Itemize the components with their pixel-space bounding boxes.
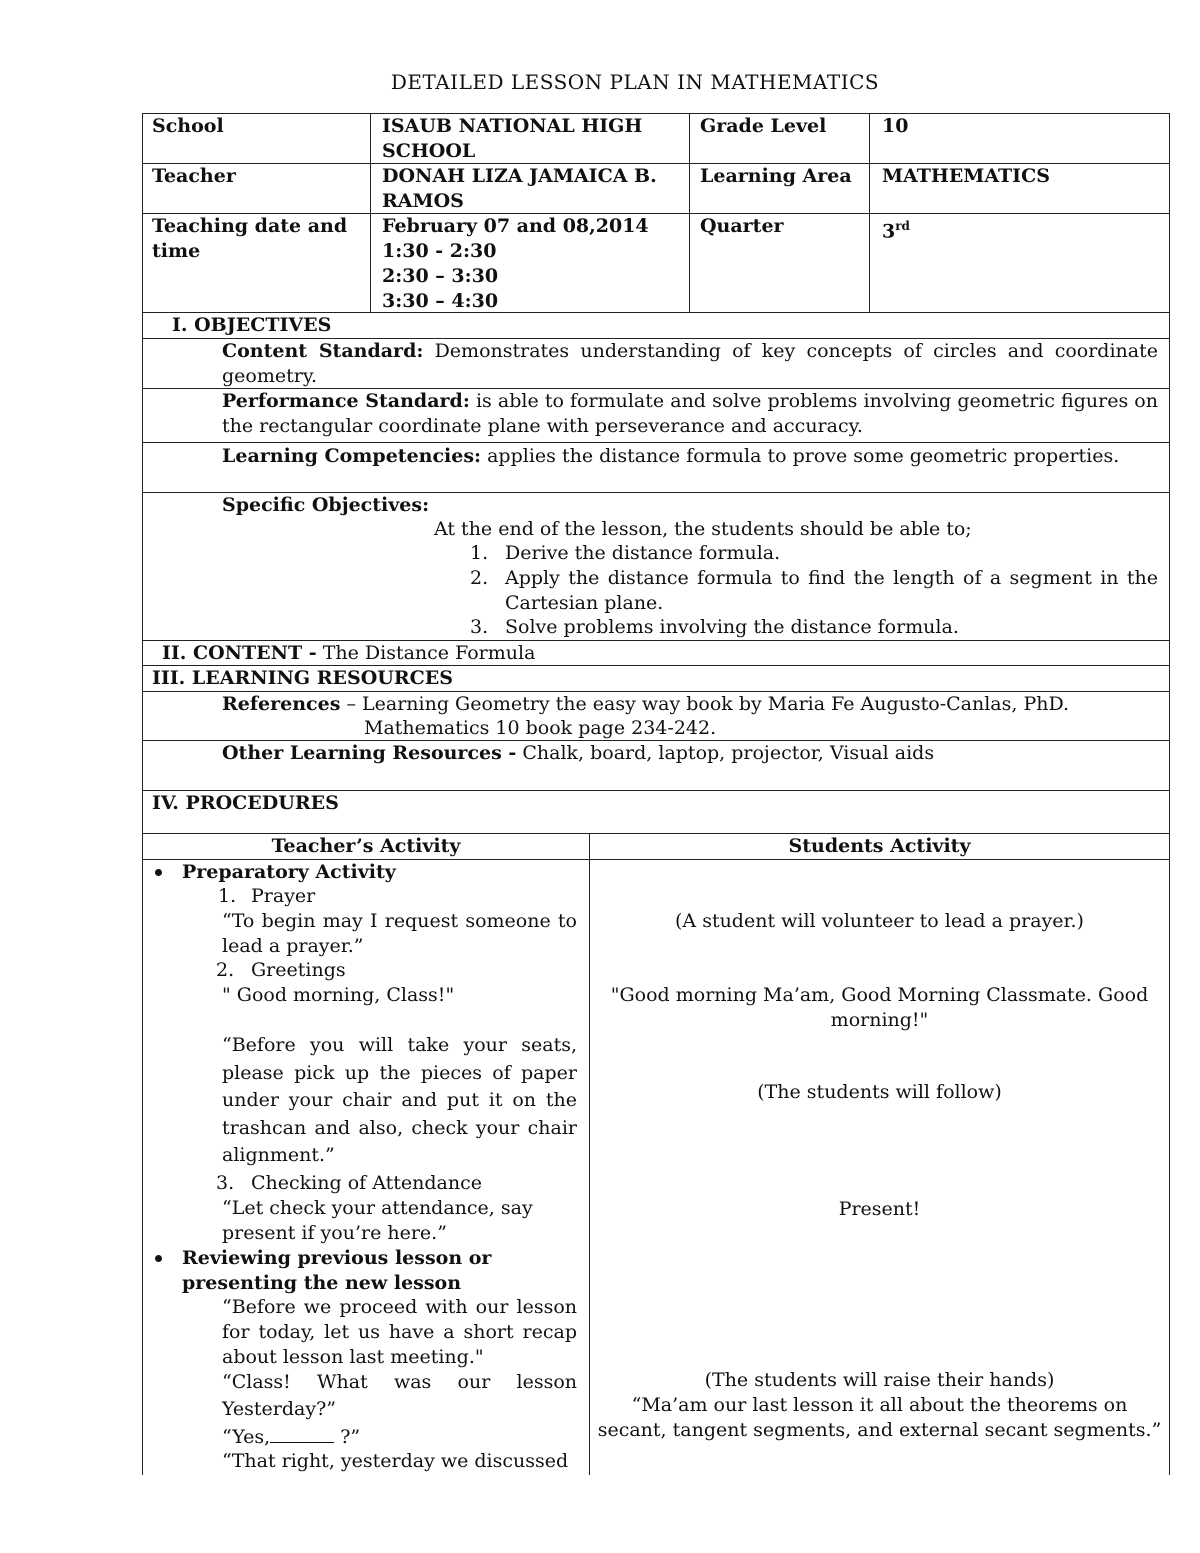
greetings-quote: " Good morning, Class!" xyxy=(222,984,455,1006)
references: References – Learning Geometry the easy way book by Maria Fe Augusto-Canlas, PhD. xyxy=(222,693,1070,715)
content-standard: Content Standard: Demonstrates understanding of key concepts of circles and coordinate geometry. xyxy=(222,340,1158,387)
student-present: Present! xyxy=(838,1198,921,1220)
student-prayer: (A student will volunteer to lead a prayer.) xyxy=(675,910,1084,932)
attendance-label: Checking of Attendance xyxy=(251,1172,482,1194)
teaching-time-line: 1:30 - 2:30 xyxy=(382,240,497,262)
other-resources: Other Learning Resources - Chalk, board, laptop, projector, Visual aids xyxy=(222,742,935,764)
procedures-heading: IV. PROCEDURES xyxy=(152,792,339,814)
seats-quote: “Before you will take your seats, please pick up the pieces of paper under your chair and put it on the trashcan and also, check your chair alignment.” xyxy=(222,1034,577,1167)
school-value: ISAUB NATIONAL HIGH SCHOOL xyxy=(382,115,643,162)
school-label: School xyxy=(152,115,224,137)
student-follow: (The students will follow) xyxy=(757,1081,1002,1103)
performance-standard: Performance Standard: is able to formulate and solve problems involving geometric figures on the rectangular coordinate plane with perseverance and accuracy. xyxy=(222,390,1158,437)
students-activity-header: Students Activity xyxy=(788,835,971,857)
list-item-number: 1. xyxy=(470,542,489,564)
greetings-label: Greetings xyxy=(251,959,346,981)
review-heading: Reviewing previous lesson or presenting the new lesson xyxy=(182,1247,492,1294)
teaching-date-label: Teaching date and time xyxy=(152,215,348,262)
student-answer: “Ma’am our last lesson it all about the theorems on secant, tangent segments, and external secant segments.” xyxy=(597,1394,1162,1441)
table-border xyxy=(370,113,371,312)
list-item-number: 2. xyxy=(216,959,235,981)
specific-objectives-label: Specific Objectives: xyxy=(222,494,430,516)
yes-quote: “Yes, ?” xyxy=(222,1426,361,1448)
objectives-heading: I. OBJECTIVES xyxy=(172,314,332,336)
list-item-number: 3. xyxy=(470,616,489,638)
teacher-activity-header: Teacher’s Activity xyxy=(271,835,461,857)
bullet-icon xyxy=(155,869,162,876)
teacher-value: DONAH LIZA JAMAICA B. RAMOS xyxy=(382,165,657,212)
teaching-time-line: 2:30 – 3:30 xyxy=(382,265,499,287)
learning-area-label: Learning Area xyxy=(700,165,852,187)
table-border xyxy=(689,113,690,312)
class-quote: “Class! What was our lesson Yesterday?” xyxy=(222,1371,577,1420)
student-raise-hands: (The students will raise their hands) xyxy=(704,1369,1055,1391)
list-item: Solve problems involving the distance formula. xyxy=(505,616,959,638)
that-right-quote: “That right, yesterday we discussed xyxy=(222,1450,569,1472)
table-border xyxy=(142,442,1170,443)
student-greeting: "Good morning Ma’am, Good Morning Classmate. Good morning!" xyxy=(610,984,1149,1031)
list-item-number: 3. xyxy=(216,1172,235,1194)
quarter-label: Quarter xyxy=(700,215,784,237)
table-border xyxy=(869,113,870,312)
learning-competencies: Learning Competencies: applies the distance formula to prove some geometric properties. xyxy=(222,445,1120,467)
prayer-label: Prayer xyxy=(251,885,316,907)
prayer-quote: “To begin may I request someone to lead a prayer.” xyxy=(222,910,577,957)
learning-area-value: MATHEMATICS xyxy=(882,165,1050,187)
grade-level-label: Grade Level xyxy=(700,115,827,137)
document-title: DETAILED LESSON PLAN IN MATHEMATICS xyxy=(390,70,880,94)
content-section: II. CONTENT - The Distance Formula xyxy=(162,642,536,664)
review-quote: “Before we proceed with our lesson for today, let us have a short recap about lesson last meeting." xyxy=(222,1296,577,1368)
list-item: Apply the distance formula to find the length of a segment in the Cartesian plane. xyxy=(505,567,1158,614)
teaching-date-line: February 07 and 08,2014 xyxy=(382,215,649,237)
attendance-quote: “Let check your attendance, say present if you’re here.” xyxy=(222,1197,533,1244)
table-border xyxy=(1169,113,1170,1475)
table-border xyxy=(142,113,143,1475)
teaching-time-line: 3:30 – 4:30 xyxy=(382,290,499,312)
preparatory-activity: Preparatory Activity xyxy=(182,861,396,883)
bullet-icon xyxy=(155,1255,162,1262)
references-line: Mathematics 10 book page 234-242. xyxy=(364,717,717,739)
answer-blank xyxy=(270,1426,334,1443)
specific-objectives-intro: At the end of the lesson, the students should be able to; xyxy=(434,518,972,540)
resources-heading: III. LEARNING RESOURCES xyxy=(152,667,453,689)
list-item: Derive the distance formula. xyxy=(505,542,781,564)
grade-level-value: 10 xyxy=(882,115,909,137)
quarter-value: 3rd xyxy=(882,219,910,243)
teacher-label: Teacher xyxy=(152,165,236,187)
list-item-number: 2. xyxy=(470,567,489,589)
list-item-number: 1. xyxy=(218,885,237,907)
